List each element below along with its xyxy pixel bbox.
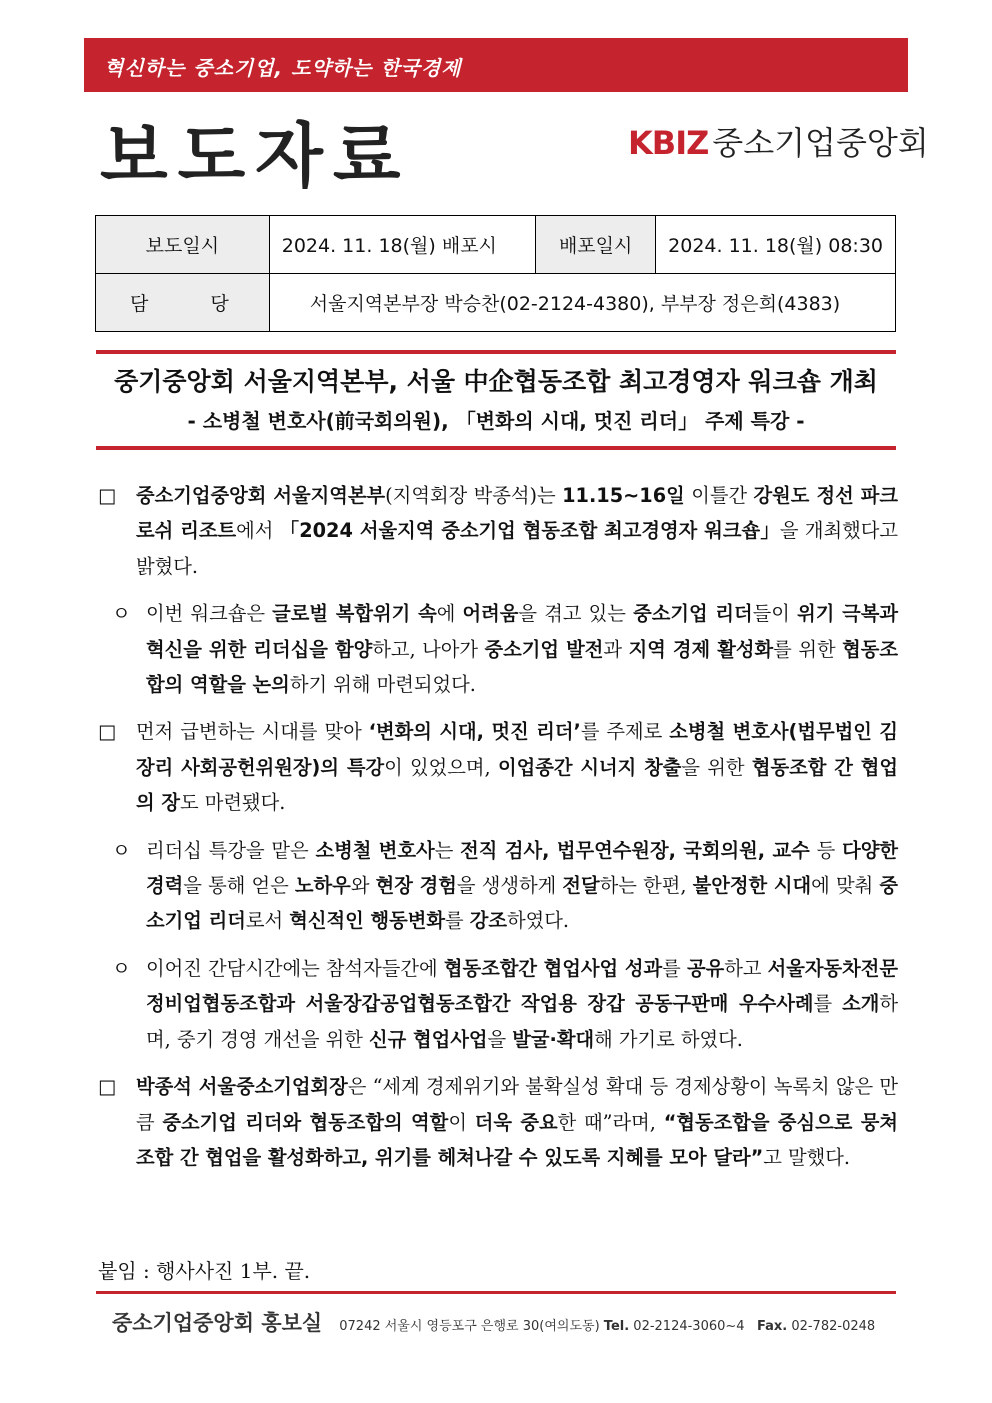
square-bullet-icon: □ (98, 484, 117, 507)
release-label: 보도일시 (96, 216, 270, 274)
footer-tel-label: Tel. (603, 1319, 630, 1334)
circle-bullet-icon: ㅇ (112, 602, 131, 626)
article-body (98, 478, 898, 1187)
paragraph-text: 중소기업중앙회 서울지역본부(지역회장 박종석)는 11.15~16일 이틀간 강원도 정선 파크로쉬 리조트에서 「2024 서울지역 중소기업 협동조합 최고경영자 워크숍」을 개최했다고 밝혔다. (136, 484, 898, 578)
distribution-label: 배포일시 (536, 216, 656, 274)
footer-fax-label: Fax. (756, 1319, 788, 1334)
circle-bullet-icon: ㅇ (112, 956, 131, 980)
logo-org: 중소기업중앙회 (712, 124, 929, 162)
paragraph-text: 먼저 급변하는 시대를 맞아 ‘변화의 시대, 멋진 리더’를 주제로 소병철 변호사(법무법인 김장리 사회공헌위원장)의 특강이 있었으며, 이업종간 시너지 창출을 위한 협동조합 간 협업의 장도 마련됐다. (136, 720, 898, 815)
footer (112, 1307, 875, 1337)
main-paragraph (98, 478, 898, 584)
footer-divider (96, 1291, 896, 1294)
paragraph-text: 박종석 서울중소기업회장은 “세계 경제위기와 불확실성 확대 등 경제상황이 녹록치 않은 만큼 중소기업 리더와 협동조합의 역할이 더욱 중요한 때”라며, “협동조합을 중심으로 뭉쳐 조합 간 협업을 활성화하고, 위기를 헤쳐나갈 수 있도록 지혜를 모아 달라”고 말했다. (136, 1075, 899, 1169)
sub-paragraph (98, 951, 898, 1057)
distribution-value: 2024. 11. 18(월) 08:30 (656, 216, 896, 274)
paragraph-text: 리더십 특강을 맡은 소병철 변호사는 전직 검사, 법무연수원장, 국회의원, 교수 등 다양한 경력을 통해 얻은 노하우와 현장 경험을 생생하게 전달하는 한편, 불안정한 시대에 맞춰 중소기업 리더로서 혁신적인 행동변화를 강조하였다. (146, 838, 899, 933)
kbiz-logo (628, 118, 929, 164)
main-paragraph (98, 1069, 898, 1175)
title-divider-top (96, 350, 896, 354)
footer-fax: 02-782-0248 (791, 1319, 876, 1334)
paragraph-text: 이번 워크숍은 글로벌 복합위기 속에 어려움을 겪고 있는 중소기업 리더들이 위기 극복과 혁신을 위한 리더십을 함양하고, 나아가 중소기업 발전과 지역 경제 활성화를 위한 협동조합의 역할을 논의하기 위해 마련되었다. (146, 602, 899, 697)
square-bullet-icon: □ (98, 1075, 117, 1099)
news-title: 중기중앙회 서울지역본부, 서울 中企협동조합 최고경영자 워크숍 개최 (114, 367, 878, 396)
footer-address: 07242 서울시 영등포구 은행로 30(여의도동) (339, 1319, 600, 1334)
footer-contact (339, 1319, 875, 1334)
release-value: 2024. 11. 18(월) 배포시 (269, 216, 535, 274)
logo-mark: KBIZ (628, 124, 709, 162)
square-bullet-icon: □ (98, 720, 117, 744)
doc-type-title: 보도자료 (100, 115, 411, 197)
circle-bullet-icon: ㅇ (112, 838, 131, 862)
footer-tel: 02-2124-3060~4 (633, 1319, 745, 1334)
footer-org: 중소기업중앙회 홍보실 (112, 1311, 323, 1335)
paragraph-text: 이어진 간담시간에는 참석자들간에 협동조합간 협업사업 성과를 공유하고 서울자동차전문정비업협동조합과 서울장갑공업협동조합간 작업용 장갑 공동구판매 우수사례를 소개하며, 중기 경영 개선을 위한 신규 협업사업을 발굴·확대해 가기로 하였다. (146, 956, 898, 1051)
contact-value: 서울지역본부장 박승찬(02-2124-4380), 부부장 정은희(4383) (269, 274, 895, 332)
main-paragraph (98, 714, 898, 820)
release-info-table (95, 215, 896, 332)
slogan-text: 혁신하는 중소기업, 도약하는 한국경제 (104, 56, 462, 80)
attachment-note: 붙임 : 행사사진 1부. 끝. (98, 1259, 311, 1283)
title-divider-bottom (96, 446, 896, 450)
slogan-banner (84, 38, 908, 92)
news-subtitle: - 소병철 변호사(前국회의원), 「변화의 시대, 멋진 리더」 주제 특강 - (187, 409, 805, 433)
sub-paragraph (98, 596, 898, 702)
contact-label: 담 당 (96, 274, 270, 332)
sub-paragraph (98, 833, 898, 939)
